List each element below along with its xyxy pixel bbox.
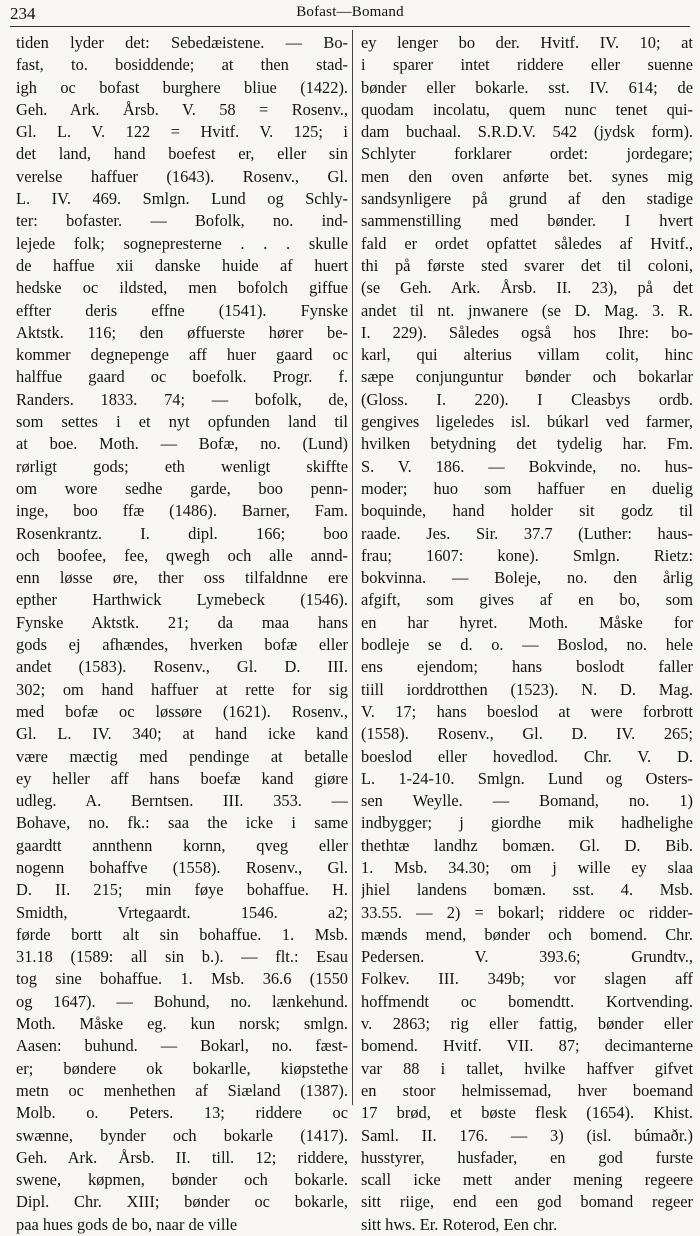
text-line: tog sine bohaffue. 1. Msb. 36.6 (1550 xyxy=(16,969,348,989)
text-line: sammenstilling med bønder. I hvert xyxy=(361,211,693,231)
text-line: Geh. Ark. Årsb. II. till. 12; riddere, xyxy=(16,1147,348,1167)
text-line: men den oven anførte bet. synes mig xyxy=(361,166,693,186)
text-line: swene, køpmen, bønder och bokarle. xyxy=(16,1170,348,1190)
text-line: frau; 1607: kone). Smlgn. Rietz: xyxy=(361,545,693,565)
text-line: Geh. Ark. Årsb. V. 58 = Rosenv., xyxy=(16,99,348,119)
text-line: och boofee, fee, qwegh och alle annd- xyxy=(16,545,348,565)
text-line: gods ej afhændes, hverken bofæ eller xyxy=(16,635,348,655)
text-line: Aasen: buhund. — Bokarl, no. fæst- xyxy=(16,1036,348,1056)
text-line: Pedersen. V. 393.6; Grundtv., xyxy=(361,947,693,967)
text-line: raade. Jes. Sir. 37.7 (Luther: haus- xyxy=(361,523,693,543)
text-line: kommer degnepenge aff huer gaard oc xyxy=(16,345,348,365)
text-line: indbygger; j giordhe mik hadhelighe xyxy=(361,813,693,833)
text-line: i sparer intet riddere eller suenne xyxy=(361,55,693,75)
text-line: swænne, bynder och bokarle (1417). xyxy=(16,1125,348,1145)
text-line: gengives ligeledes isl. búkarl ved farmer, xyxy=(361,412,693,432)
text-line: Smidth, Vrtegaardt. 1546. a2; xyxy=(16,902,348,922)
text-line: quodam incolatu, quem nunc tenet qui- xyxy=(361,99,693,119)
text-line: enn løsse øre, ther oss tilfaldnne ere xyxy=(16,568,348,588)
text-line: ens ejendom; hans boslodt faller xyxy=(361,657,693,677)
text-line: thi på første sted svarer det til coloni, xyxy=(361,255,693,275)
text-line: husstyrer, husfader, en god furste xyxy=(361,1147,693,1167)
text-line: førde bortt alt sin bohaffue. 1. Msb. xyxy=(16,924,348,944)
text-line: en stoor helmissemad, hver boemand xyxy=(361,1080,693,1100)
text-line: hvilken betydning det tydelig har. Fm. xyxy=(361,434,693,454)
text-line: metn oc menhethen af Siæland (1387). xyxy=(16,1080,348,1100)
text-line: lejede folk; sognepresterne . . . skulle xyxy=(16,233,348,253)
text-line: andet til nt. jnwanere (se D. Mag. 3. R. xyxy=(361,300,693,320)
text-line: tiden lyder det: Sebedæistene. — Bo- xyxy=(16,33,348,52)
text-line: var 88 i tallet, hvilke haffver gifvet xyxy=(361,1058,693,1078)
text-line: sitt riige, end een god bomand regeer xyxy=(361,1192,693,1212)
text-line: boeslod eller hovedlod. Chr. V. D. xyxy=(361,746,693,766)
text-line: jhiel landens bomæn. sst. 4. Msb. xyxy=(361,880,693,900)
text-line: være mæctig med pendinge at betalle xyxy=(16,746,348,766)
text-line: det land, hand boefest er, eller sin xyxy=(16,144,348,164)
text-line: en har hyret. Moth. Måske for xyxy=(361,612,693,632)
text-line: 33.55. — 2) = bokarl; riddere oc ridder- xyxy=(361,902,693,922)
text-line: og 1647). — Bohund, no. lænkehund. xyxy=(16,991,348,1011)
text-line: Dipl. Chr. XIII; bønder oc bokarle, xyxy=(16,1192,348,1212)
text-line: Schlyter forklarer ordet: jordegare; xyxy=(361,144,693,164)
text-line: dam buchaal. S.R.D.V. 542 (jydsk form). xyxy=(361,122,693,142)
text-line: epther Harthwick Lymebeck (1546). xyxy=(16,590,348,610)
text-line: bodleje se d. o. — Boslod, no. hele xyxy=(361,635,693,655)
text-line: inge, boo ffæ (1486). Barner, Fam. xyxy=(16,501,348,521)
text-line: bønder eller bokarle. sst. IV. 614; de xyxy=(361,77,693,97)
text-line: bokvinna. — Boleje, no. den årlig xyxy=(361,568,693,588)
text-line: L. IV. 469. Smlgn. Lund og Schly- xyxy=(16,189,348,209)
page-number: 234 xyxy=(10,4,36,23)
text-line: Fynske Aktstk. 21; da maa hans xyxy=(16,612,348,632)
column-divider xyxy=(352,30,353,1105)
header-rule xyxy=(10,26,690,27)
text-line: fald er ordet opfattet således af Hvitf., xyxy=(361,233,693,253)
text-line: de haffue xii danske huide af huert xyxy=(16,255,348,275)
text-line: bomend. Hvitf. VII. 87; decimanterne xyxy=(361,1036,693,1056)
text-line: hedske oc ildsted, men bofolch giffue xyxy=(16,278,348,298)
text-line: effter deris effne (1541). Fynske xyxy=(16,300,348,320)
text-line: (1558). Rosenv., Gl. D. IV. 265; xyxy=(361,724,693,744)
text-line: hoffmendt oc bomendtt. Kortvending. xyxy=(361,991,693,1011)
text-line: Saml. II. 176. — 3) (isl. búmaðr.) xyxy=(361,1125,693,1145)
running-head: Bofast—Bomand xyxy=(296,4,404,20)
left-column xyxy=(16,32,348,1236)
text-line: ey lenger bo der. Hvitf. IV. 10; at xyxy=(361,33,693,52)
text-line: tiill iorddrotthen (1523). N. D. Mag. xyxy=(361,679,693,699)
text-line: som settes i et nyt opfunden land til xyxy=(16,412,348,432)
text-line: ter: bofaster. — Bofolk, no. ind- xyxy=(16,211,348,231)
text-line: rørligt gods; eth wenligt skiffte xyxy=(16,456,348,476)
text-line: verelse haffuer (1643). Rosenv., Gl. xyxy=(16,166,348,186)
text-line: Rosenkrantz. I. dipl. 166; boo xyxy=(16,523,348,543)
text-line: I. 229). Således også hos Ihre: bo- xyxy=(361,322,693,342)
text-line: v. 2863; rig eller fattig, bønder eller xyxy=(361,1014,693,1034)
text-line: Molb. o. Peters. 13; riddere oc xyxy=(16,1103,348,1123)
text-line: at boe. Moth. — Bofæ, no. (Lund) xyxy=(16,434,348,454)
text-line: Moth. Måske eg. kun norsk; smlgn. xyxy=(16,1014,348,1034)
text-line: fast, to. bosiddende; at then stad- xyxy=(16,55,348,75)
text-line: V. 17; hans boeslod at were forbrott xyxy=(361,701,693,721)
text-line: gaardtt annthenn kornn, qveg eller xyxy=(16,835,348,855)
text-line: sæpe conjunguntur bønder och bokarlar xyxy=(361,367,693,387)
text-line: Gl. L. IV. 340; at hand icke kand xyxy=(16,724,348,744)
text-line: D. II. 215; min føye bohaffue. H. xyxy=(16,880,348,900)
text-line: sen Weylle. — Bomand, no. 1) xyxy=(361,791,693,811)
text-line: om wore sedhe garde, boo penn- xyxy=(16,478,348,498)
text-line: Bohave, no. fk.: saa the icke i same xyxy=(16,813,348,833)
text-line: andet (1583). Rosenv., Gl. D. III. xyxy=(16,657,348,677)
text-line: 31.18 (1589: all sin b.). — flt.: Esau xyxy=(16,947,348,967)
text-line: S. V. 186. — Bokvinde, no. hus- xyxy=(361,456,693,476)
text-line: Aktstk. 116; den øffuerste hører be- xyxy=(16,322,348,342)
text-line: sitt hws. Er. Roterod, Een chr. xyxy=(361,1214,558,1234)
text-line: 302; om hand haffuer at rette for sig xyxy=(16,679,348,699)
text-line: moder; huo som haffuer en duelig xyxy=(361,478,693,498)
text-line: nogenn bohaffve (1558). Rosenv., Gl. xyxy=(16,857,348,877)
text-line: boquinde, hand holder sit godz til xyxy=(361,501,693,521)
right-column xyxy=(361,32,693,1236)
text-line: ey heller aff hans boefæ kand giøre xyxy=(16,768,348,788)
text-line: afgift, som gives af en bo, som xyxy=(361,590,693,610)
text-line: paa hues gods de bo, naar de ville xyxy=(16,1214,238,1234)
text-line: (se Geh. Ark. Årsb. II. 23), på det xyxy=(361,278,693,298)
text-line: halffue gaard oc boefolk. Progr. f. xyxy=(16,367,348,387)
text-line: Gl. L. V. 122 = Hvitf. V. 125; i xyxy=(16,122,348,142)
text-line: thethtæ landhz bomæn. Gl. D. Bib. xyxy=(361,835,693,855)
text-line: (Gloss. I. 220). I Cleasbys ordb. xyxy=(361,389,693,409)
text-line: 17 brød, et bøste flesk (1654). Khist. xyxy=(361,1103,693,1123)
text-line: Randers. 1833. 74; — bofolk, de, xyxy=(16,389,348,409)
text-line: er; bøndere ok bokarlle, kiøpstethe xyxy=(16,1058,348,1078)
text-line: L. 1-24-10. Smlgn. Lund og Osters- xyxy=(361,768,693,788)
text-line: med bofæ oc løssøre (1621). Rosenv., xyxy=(16,701,348,721)
text-line: scall icke mett ander mening regeere xyxy=(361,1170,693,1190)
text-line: karl, qui alterius villam colit, hinc xyxy=(361,345,693,365)
text-line: udleg. A. Berntsen. III. 353. — xyxy=(16,791,348,811)
text-line: Folkev. III. 349b; vor slagen aff xyxy=(361,969,693,989)
text-line: sandsynligere på grund af den stadige xyxy=(361,189,693,209)
text-line: 1. Msb. 34.30; om j wille ey slaa xyxy=(361,857,693,877)
text-line: mænds mend, bønder och bomend. Chr. xyxy=(361,924,693,944)
text-line: igh oc bofast burghere bliue (1422). xyxy=(16,77,348,97)
page-header xyxy=(0,4,700,26)
